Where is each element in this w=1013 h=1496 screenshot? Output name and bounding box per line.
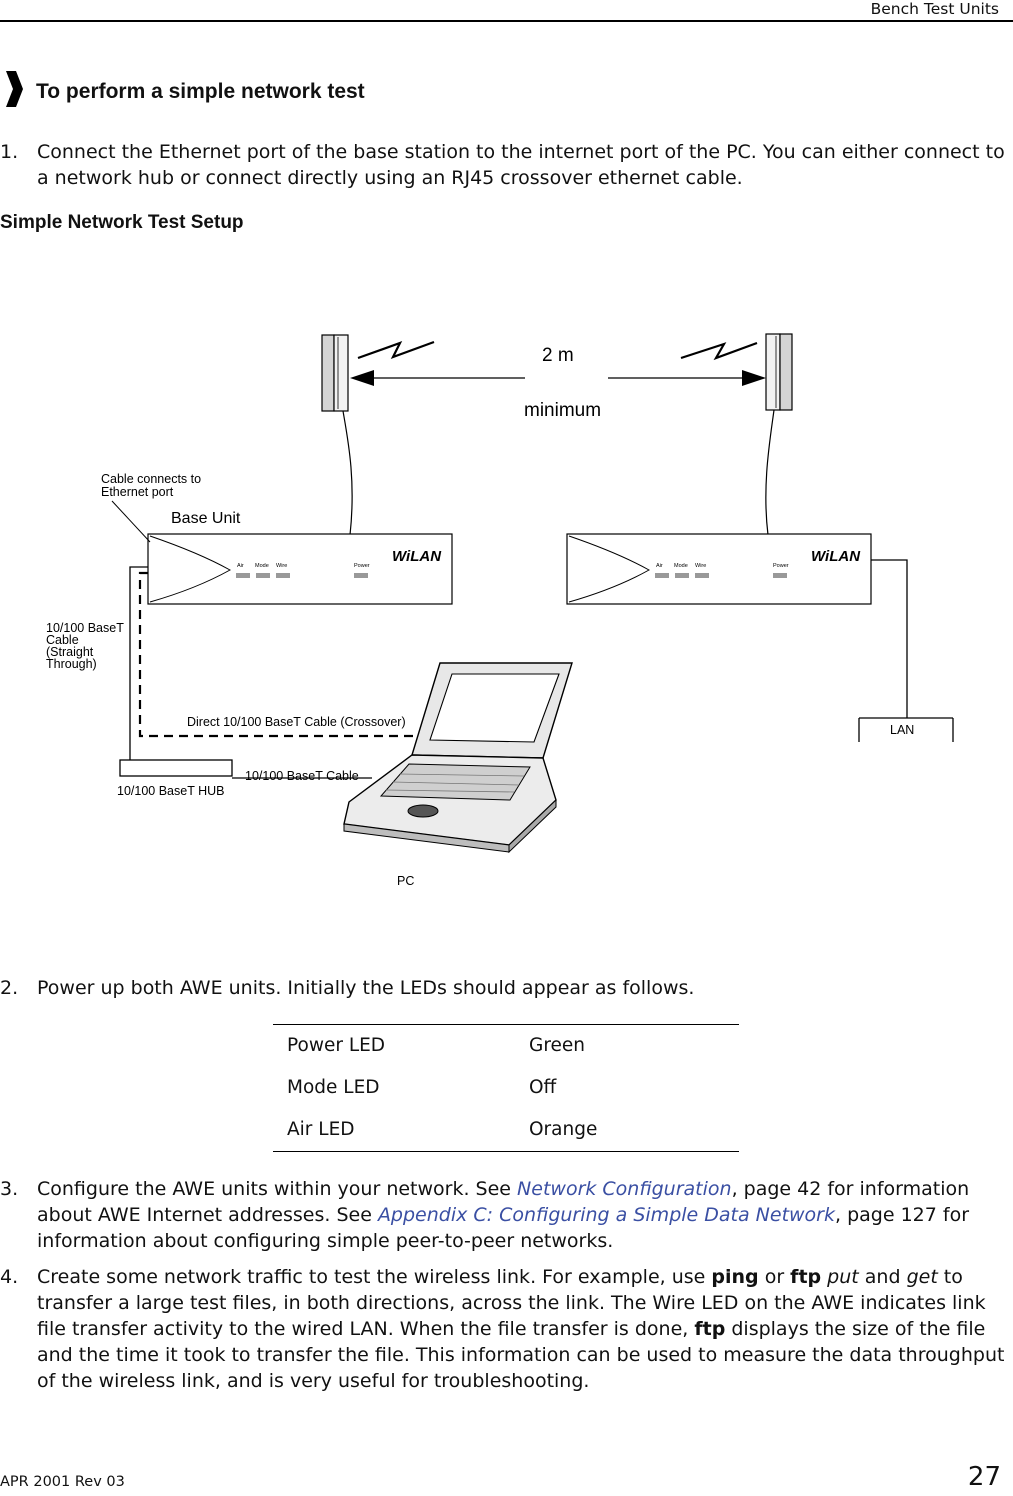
led-state: Off [529, 1077, 557, 1098]
straight-cable-label-1: 10/100 BaseT [46, 621, 124, 635]
header-rule [0, 20, 1013, 22]
step-number: 1. [0, 141, 19, 163]
lan-label: LAN [890, 723, 915, 737]
svg-text:Air: Air [656, 563, 663, 569]
svg-text:Mode: Mode [674, 563, 688, 569]
base-unit [148, 534, 452, 604]
led-name: Air LED [287, 1119, 355, 1140]
footer-revision: APR 2001 Rev 03 [0, 1474, 125, 1490]
step-number: 4. [0, 1266, 19, 1288]
step-number: 2. [0, 977, 19, 999]
right-antenna-cable [766, 410, 774, 535]
led-state: Green [529, 1035, 586, 1056]
cable-note-line1: Cable connects to [101, 472, 202, 486]
led-name: Power LED [287, 1035, 386, 1056]
base-unit-label: Base Unit [171, 510, 241, 527]
procedure-arrow-icon [2, 67, 26, 111]
table-row [273, 1109, 739, 1151]
pc-label: PC [397, 874, 415, 888]
cable-note-line2: Ethernet port [101, 485, 174, 499]
svg-text:Power: Power [354, 563, 370, 569]
distance-sublabel: minimum [524, 400, 602, 421]
figure-title: Simple Network Test Setup [0, 212, 244, 233]
table-row [273, 1067, 739, 1109]
hub-cable-label: 10/100 BaseT Cable [245, 769, 359, 783]
command-get: get [906, 1266, 938, 1288]
svg-text:Power: Power [773, 563, 789, 569]
command-put: put [827, 1266, 859, 1288]
base-unit-logo: WiLAN [392, 548, 442, 565]
right-radio-signal [681, 343, 757, 358]
command-ftp: ftp [694, 1318, 726, 1340]
command-ftp: ftp [790, 1266, 822, 1288]
svg-text:Mode: Mode [255, 563, 269, 569]
table-row [273, 1025, 739, 1067]
crossover-label: Direct 10/100 BaseT Cable (Crossover) [187, 715, 406, 729]
remote-unit [567, 534, 871, 604]
cable-note-pointer [112, 501, 150, 542]
left-antenna-cable [343, 411, 352, 535]
left-antenna-icon [322, 335, 348, 411]
right-antenna-icon [766, 334, 792, 410]
step-text: Configure the AWE units within your network. See Network Configuration, page 42 for information about AWE Internet addresses. See Appendix C: Configuring a Simple Data Network, page 127 for information about configuring simple peer-to-peer networks. [37, 1178, 970, 1252]
distance-label: 2 m [542, 345, 574, 366]
svg-text:Wire: Wire [695, 563, 707, 569]
svg-text:Wire: Wire [276, 563, 288, 569]
straight-cable-label-3: (Straight [46, 645, 94, 659]
hub-label: 10/100 BaseT HUB [117, 784, 225, 798]
page-number: 27 [967, 1462, 1001, 1492]
running-header: Bench Test Units [870, 0, 999, 18]
step-number: 3. [0, 1178, 19, 1200]
procedure-heading: To perform a simple network test [36, 80, 365, 103]
step-text: Connect the Ethernet port of the base station to the internet port of the PC. You can either connect to a network hub or connect directly using an RJ45 crossover ethernet cable. [37, 141, 1005, 189]
led-state-table [273, 1024, 739, 1152]
network-diagram [0, 240, 1013, 920]
command-ping: ping [711, 1266, 759, 1288]
led-name: Mode LED [287, 1077, 380, 1098]
lan-cable [871, 560, 907, 718]
straight-cable-label-4: Through) [46, 657, 97, 671]
step-text: Create some network traffic to test the wireless link. For example, use ping or ftp put and get to transfer a large test files, in both directions, across the link. The Wire LED on the AWE indicates link file transfer activity to the wired LAN. When the file transfer is done, ftp displays the size of the file and the time it took to transfer the file. This information can be used to measure the data throughput of the wireless link, and is very useful for troubleshooting. [37, 1266, 1005, 1392]
straight-cable-label-2: Cable [46, 633, 79, 647]
svg-text:Air: Air [237, 563, 244, 569]
appendix-c-link[interactable]: Appendix C: Configuring a Simple Data Network [377, 1204, 835, 1226]
remote-unit-logo: WiLAN [811, 548, 861, 565]
laptop-pc-icon [344, 663, 572, 852]
network-configuration-link[interactable]: Network Configuration [517, 1178, 732, 1200]
step-text: Power up both AWE units. Initially the LEDs should appear as follows. [37, 977, 695, 999]
hub-box [120, 760, 232, 776]
left-radio-signal [358, 342, 434, 358]
led-state: Orange [529, 1119, 598, 1140]
